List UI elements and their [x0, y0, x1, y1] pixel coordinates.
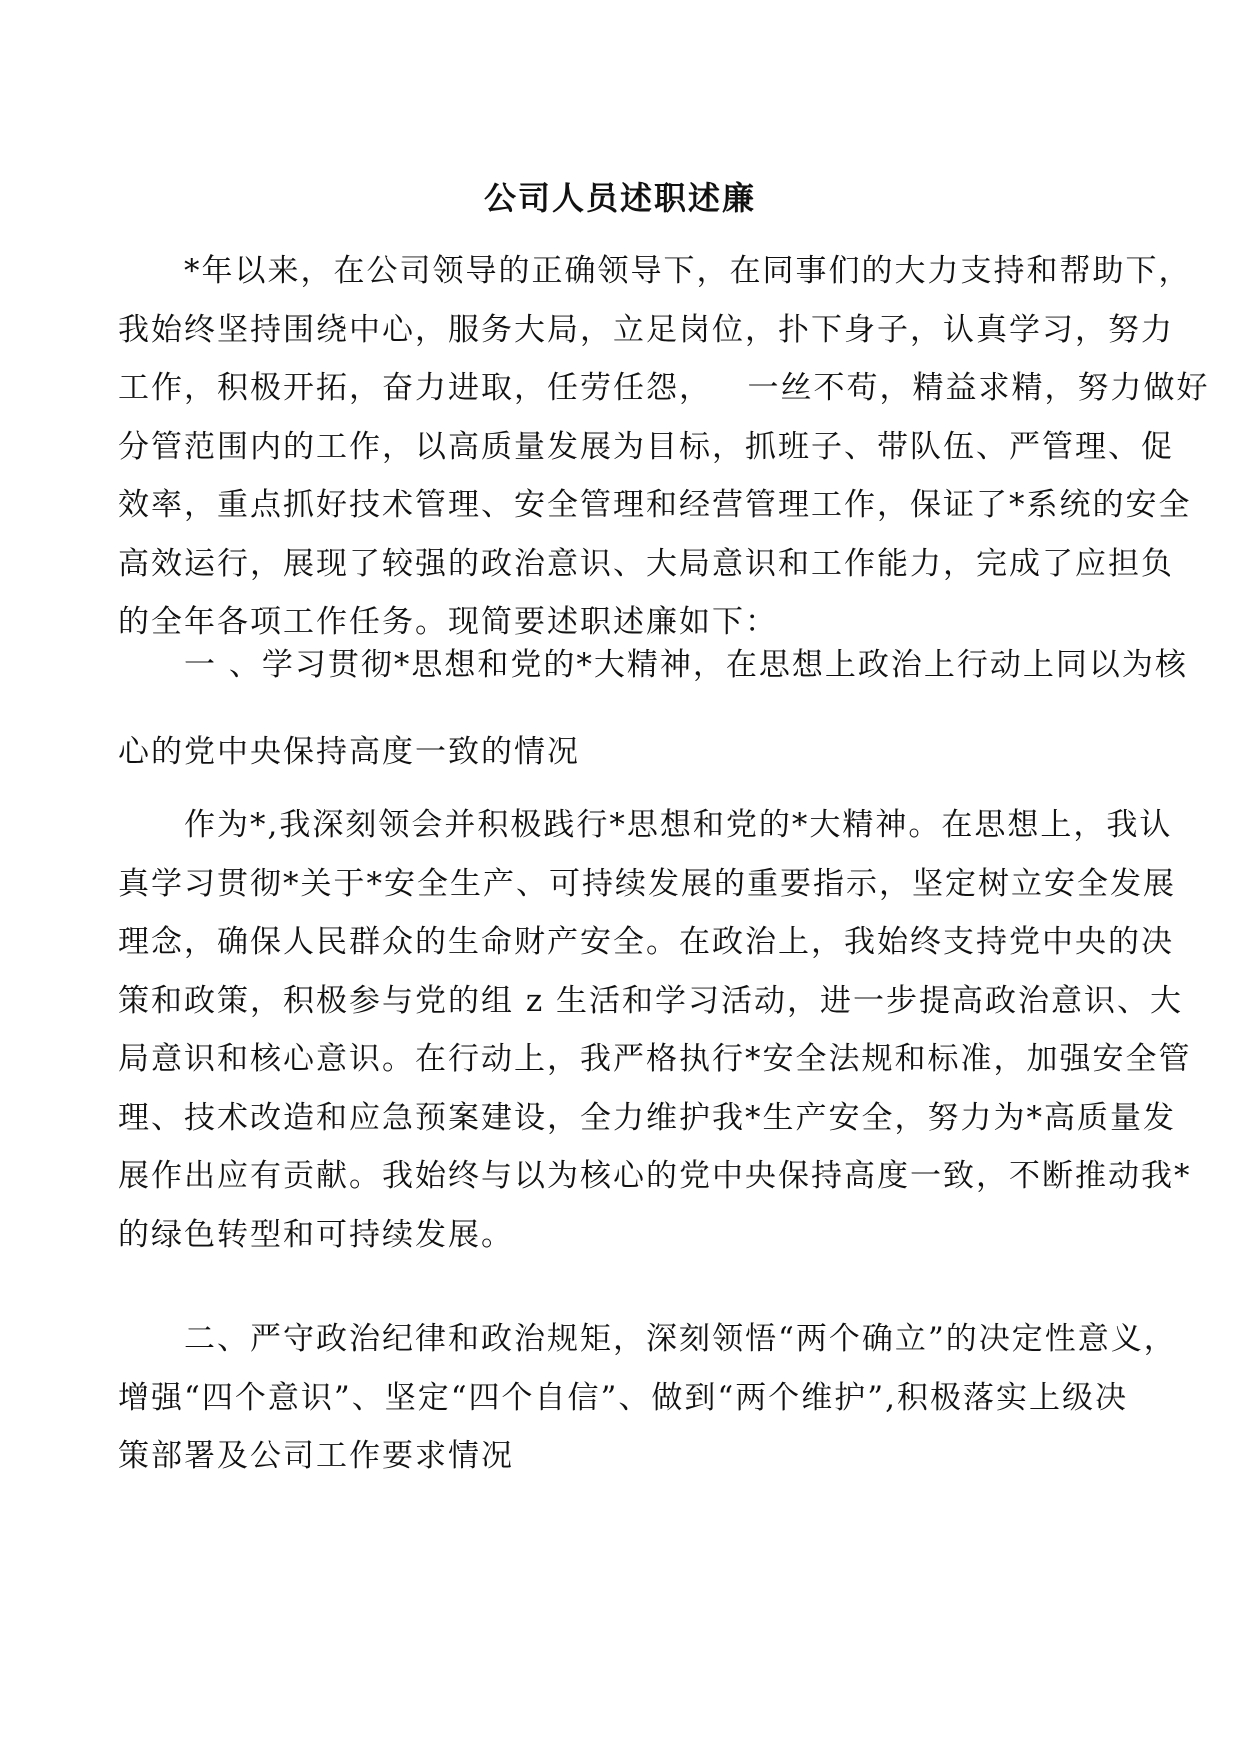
section-heading-one — [118, 622, 1188, 796]
text-line: 作为*,我深刻领会并积极践行*思想和党的*大精神。在思想上，我认 — [184, 807, 1173, 843]
text-line: 展作出应有贡献。我始终与以为核心的党中央保持高度一致，不断推动我* — [118, 1158, 1192, 1194]
text-line: 的绿色转型和可持续发展。 — [118, 1216, 514, 1253]
text-line: 高效运行，展现了较强的政治意识、大局意识和工作能力，完成了应担负 — [118, 545, 1174, 582]
text-line: *年以来，在公司领导的正确领导下，在同事们的大力支持和帮助下， — [184, 253, 1192, 289]
text-line: 效率，重点抓好技术管理、安全管理和经营管理工作，保证了*系统的安全 — [118, 487, 1192, 523]
text-line: 局意识和核心意识。在行动上，我严格执行*安全法规和标准，加强安全管 — [118, 1041, 1192, 1077]
section-heading-two — [118, 1310, 1177, 1486]
heading-line: 增强“四个意识”、坚定“四个自信”、做到“两个维护”,积极落实上级决 — [118, 1379, 1128, 1416]
heading-line: 二、严守政治纪律和政治规矩，深刻领悟“两个确立”的决定性意义， — [184, 1321, 1177, 1357]
text-line: 工作，积极开拓，奋力进取，任劳任怨， 一丝不苟，精益求精，努力做好 — [118, 370, 1210, 406]
text-line: 分管范围内的工作，以高质量发展为目标，抓班子、带队伍、严管理、促 — [118, 428, 1174, 465]
text-line: 我始终坚持围绕中心，服务大局，立足岗位，扑下身子，认真学习，努力 — [118, 311, 1174, 348]
document-title: 公司人员述职述廉 — [483, 179, 756, 217]
text-line: 的全年各项工作任务。现简要述职述廉如下： — [118, 604, 778, 640]
text-line: 理、技术改造和应急预案建设，全力维护我*生产安全，努力为*高质量发 — [118, 1099, 1176, 1136]
heading-line: 心的党中央保持高度一致的情况 — [118, 734, 580, 770]
heading-line: 策部署及公司工作要求情况 — [118, 1438, 514, 1474]
section-one-paragraph — [118, 796, 1192, 1264]
text-line: 理念，确保人民群众的生命财产安全。在政治上，我始终支持党中央的决 — [118, 924, 1174, 960]
heading-line: 一 、学习贯彻*思想和党的*大精神，在思想上政治上行动上同以为核 — [184, 647, 1188, 683]
text-line: 真学习贯彻*关于*安全生产、可持续发展的重要指示，坚定树立安全发展 — [118, 865, 1176, 902]
text-line: 策和政策，积极参与党的组 z 生活和学习活动，进一步提高政治意识、大 — [118, 982, 1184, 1019]
intro-paragraph — [118, 242, 1210, 652]
